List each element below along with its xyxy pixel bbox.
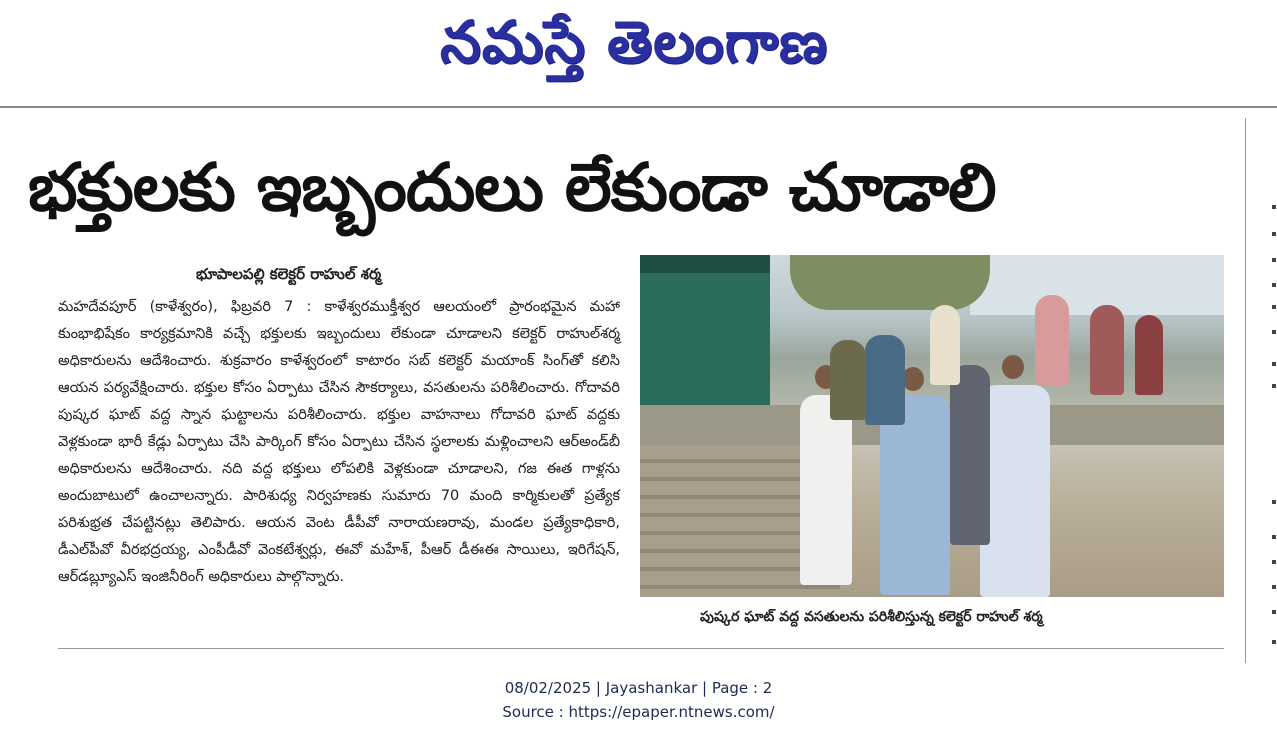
masthead: [0, 0, 1277, 106]
photo-person-head: [902, 367, 924, 391]
photo-person: [830, 340, 866, 420]
photo-person: [980, 385, 1050, 597]
masthead-divider: [0, 106, 1277, 108]
photo-person: [880, 395, 950, 595]
photo-person: [1035, 295, 1069, 385]
article-body: [58, 294, 620, 639]
newspaper-logo: నమస్తే తెలంగాణ: [440, 8, 828, 76]
column-divider: [1245, 118, 1246, 663]
article-bottom-rule: [58, 648, 1224, 649]
photo-sky: [970, 255, 1224, 315]
photo-person: [1135, 315, 1163, 395]
edition-info: 08/02/2025 | Jayashankar | Page : 2: [504, 679, 773, 697]
article-headline: భక్తులకు ఇబ్బందులు లేకుండా చూడాలి: [28, 149, 996, 226]
photo-person-head: [1002, 355, 1024, 379]
article-body-text: మహదేవపూర్ (కాళేశ్వరం), ఫిబ్రవరి 7 : కాళేశ్వరముక్తీశ్వర ఆలయంలో ప్రారంభమైన మహా కుంభాభిషేకం కార్యక్రమానికి వచ్చే భక్తులకు ఇబ్బందులు లేకుండా చూడాలని కలెక్టర్ రాహుల్‌శర్మ అధికారులను ఆదేశించారు. శుక్రవారం కాళేశ్వరంలో కాటారం సబ్ కలెక్టర్ మయాంక్ సింగ్‌తో కలిసి ఆయన పర్యవేక్షించారు. భక్తుల కోసం ఏర్పాటు చేసిన సౌకర్యాలు, వసతులను పరిశీలించారు. గోదావరి పుష్కర ఘాట్ వద్ద స్నాన ఘట్టాలను పరిశీలించారు. భక్తుల వాహనాలు గోదావరి ఘాట్ వద్దకు వెళ్లకుండా భారీ కేడ్లు ఏర్పాటు చేసి పార్కింగ్ కోసం ఏర్పాటు చేసిన స్థలాలకు మళ్లించాలని ఆర్‌అండ్‌బీ అధికారులను ఆదేశించారు. నది వద్ద భక్తులు లోపలికి వెళ్లకుండా చూడాలని, గజ ఈత గాళ్లను అందుబాటులో ఉంచాలన్నారు. పారిశుధ్య నిర్వహణకు సుమారు 70 మంది కార్మికులతో ప్రత్యేక పరిశుభ్రత చేపట్టినట్లు తెలిపారు. ఆయన వెంట డీపీవో నారాయణరావు, మండల ప్రత్యేకాధికారి, డీఎల్‌పీవో వీరభద్రయ్య, ఎంపీడీవో వెంకటేశ్వర్లు, ఈవో మహేశ్, పీఆర్ డీఈఈ సాయిలు, ఇరిగేషన్, ఆర్‌డబ్ల్యూఎస్ ఇంజినీరింగ్ అధికారులు పాల్గొన్నారు.: [58, 299, 620, 585]
photo-person: [865, 335, 905, 425]
photo-person: [930, 305, 960, 385]
article-photo: [640, 255, 1224, 597]
photo-person: [950, 365, 990, 545]
photo-person: [800, 395, 852, 585]
photo-person: [1090, 305, 1124, 395]
photo-caption: పుష్కర ఘాట్ వద్ద వసతులను పరిశీలిస్తున్న కలెక్టర్ రాహుల్ శర్మ: [700, 609, 1043, 625]
photo-trees: [790, 255, 990, 310]
photo-shed: [640, 255, 770, 405]
article-byline: భూపాలపల్లి కలెక్టర్ రాహుల్ శర్మ: [196, 265, 382, 283]
photo-shed-roof: [640, 255, 770, 273]
source-link[interactable]: Source : https://epaper.ntnews.com/: [502, 703, 775, 721]
page-footer: [0, 676, 1277, 724]
